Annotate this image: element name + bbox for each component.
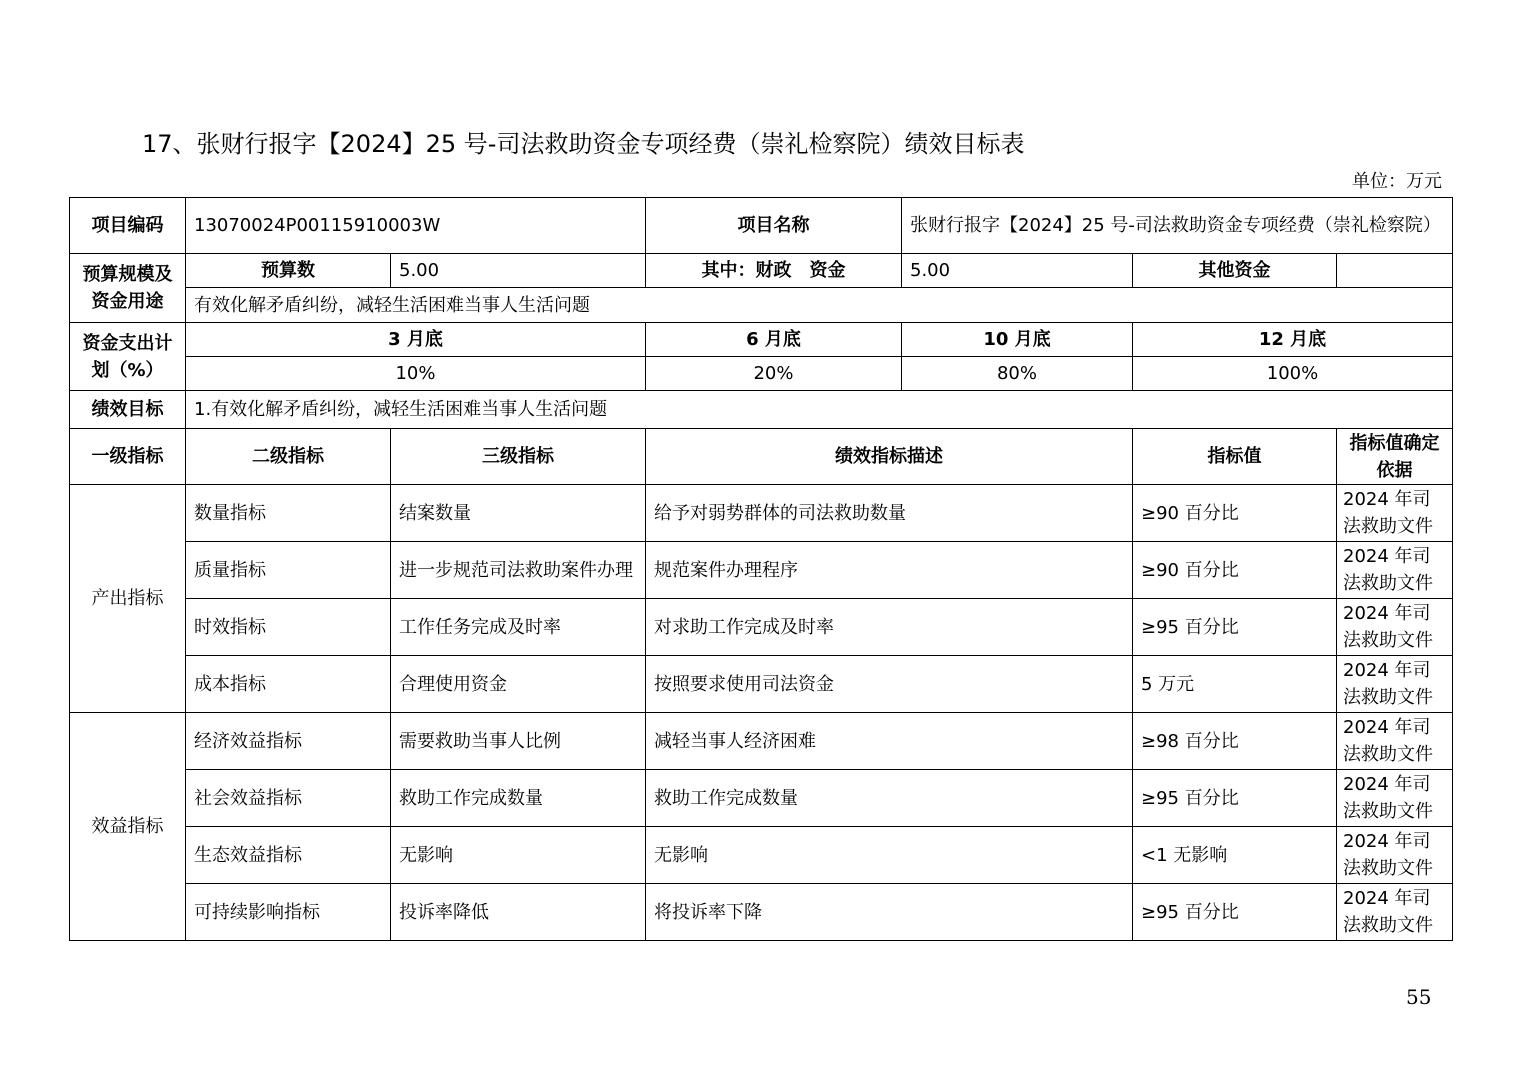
plan-header-dec: 12 月底 — [1133, 323, 1453, 357]
table-row — [70, 884, 1453, 941]
fiscal-fund: 5.00 — [902, 254, 1133, 288]
plan-header-mar: 3 月底 — [186, 323, 646, 357]
plan-header-oct: 10 月底 — [902, 323, 1133, 357]
value-cell: <1 无影响 — [1133, 827, 1337, 884]
header-level3: 三级指标 — [391, 429, 646, 485]
plan-value-jun: 20% — [646, 357, 902, 391]
level3-cell: 投诉率降低 — [391, 884, 646, 941]
other-fund — [1337, 254, 1453, 288]
basis-cell: 2024 年司法救助文件 — [1337, 713, 1453, 770]
level3-cell: 合理使用资金 — [391, 656, 646, 713]
level3-cell: 需要救助当事人比例 — [391, 713, 646, 770]
table-row — [70, 656, 1453, 713]
level2-cell: 可持续影响指标 — [186, 884, 391, 941]
basis-cell: 2024 年司法救助文件 — [1337, 599, 1453, 656]
plan-value-dec: 100% — [1133, 357, 1453, 391]
level3-cell: 工作任务完成及时率 — [391, 599, 646, 656]
table-row — [70, 713, 1453, 770]
other-fund-label: 其他资金 — [1133, 254, 1337, 288]
value-cell: ≥90 百分比 — [1133, 485, 1337, 542]
basis-cell: 2024 年司法救助文件 — [1337, 827, 1453, 884]
table-row — [70, 599, 1453, 656]
level2-cell: 质量指标 — [186, 542, 391, 599]
goal-text: 1.有效化解矛盾纠纷，减轻生活困难当事人生活问题 — [186, 391, 1453, 429]
header-level1: 一级指标 — [70, 429, 186, 485]
plan-header-jun: 6 月底 — [646, 323, 902, 357]
plan-value-oct: 80% — [902, 357, 1133, 391]
level1-output: 产出指标 — [70, 485, 186, 713]
budget-amount: 5.00 — [391, 254, 646, 288]
description-cell: 减轻当事人经济困难 — [646, 713, 1133, 770]
description-cell: 对求助工作完成及时率 — [646, 599, 1133, 656]
level3-cell: 结案数量 — [391, 485, 646, 542]
project-name-label: 项目名称 — [646, 198, 902, 254]
project-code: 13070024P00115910003W — [186, 198, 646, 254]
value-cell: ≥95 百分比 — [1133, 599, 1337, 656]
goal-label: 绩效目标 — [70, 391, 186, 429]
table-row — [70, 542, 1453, 599]
level1-benefit: 效益指标 — [70, 713, 186, 941]
budget-label: 预算规模及资金用途 — [70, 254, 186, 323]
budget-amount-label: 预算数 — [186, 254, 391, 288]
description-cell: 救助工作完成数量 — [646, 770, 1133, 827]
header-level2: 二级指标 — [186, 429, 391, 485]
spending-plan-label: 资金支出计划（%） — [70, 323, 186, 391]
basis-cell: 2024 年司法救助文件 — [1337, 884, 1453, 941]
level3-cell: 进一步规范司法救助案件办理 — [391, 542, 646, 599]
basis-cell: 2024 年司法救助文件 — [1337, 770, 1453, 827]
table-row — [70, 485, 1453, 542]
description-cell: 给予对弱势群体的司法救助数量 — [646, 485, 1133, 542]
level2-cell: 经济效益指标 — [186, 713, 391, 770]
basis-cell: 2024 年司法救助文件 — [1337, 485, 1453, 542]
level2-cell: 时效指标 — [186, 599, 391, 656]
level2-cell: 社会效益指标 — [186, 770, 391, 827]
basis-cell: 2024 年司法救助文件 — [1337, 542, 1453, 599]
level3-cell: 救助工作完成数量 — [391, 770, 646, 827]
description-cell: 无影响 — [646, 827, 1133, 884]
page-number: 55 — [1406, 985, 1432, 1009]
unit-label: 单位：万元 — [1352, 171, 1442, 192]
header-value: 指标值 — [1133, 429, 1337, 485]
level2-cell: 生态效益指标 — [186, 827, 391, 884]
header-basis: 指标值确定依据 — [1337, 429, 1453, 485]
table-row — [70, 827, 1453, 884]
header-description: 绩效指标描述 — [646, 429, 1133, 485]
fund-usage: 有效化解矛盾纠纷，减轻生活困难当事人生活问题 — [186, 288, 1453, 323]
table-row — [70, 770, 1453, 827]
project-name: 张财行报字【2024】25 号-司法救助资金专项经费（崇礼检察院） — [902, 198, 1453, 254]
description-cell: 规范案件办理程序 — [646, 542, 1133, 599]
performance-target-table — [69, 197, 1453, 941]
value-cell: 5 万元 — [1133, 656, 1337, 713]
project-code-label: 项目编码 — [70, 198, 186, 254]
description-cell: 将投诉率下降 — [646, 884, 1133, 941]
value-cell: ≥98 百分比 — [1133, 713, 1337, 770]
description-cell: 按照要求使用司法资金 — [646, 656, 1133, 713]
fiscal-fund-label: 其中：财政 资金 — [646, 254, 902, 288]
value-cell: ≥90 百分比 — [1133, 542, 1337, 599]
level2-cell: 成本指标 — [186, 656, 391, 713]
plan-value-mar: 10% — [186, 357, 646, 391]
value-cell: ≥95 百分比 — [1133, 884, 1337, 941]
basis-cell: 2024 年司法救助文件 — [1337, 656, 1453, 713]
value-cell: ≥95 百分比 — [1133, 770, 1337, 827]
page-title: 17、张财行报字【2024】25 号-司法救助资金专项经费（崇礼检察院）绩效目标表 — [142, 130, 1025, 158]
level2-cell: 数量指标 — [186, 485, 391, 542]
level3-cell: 无影响 — [391, 827, 646, 884]
